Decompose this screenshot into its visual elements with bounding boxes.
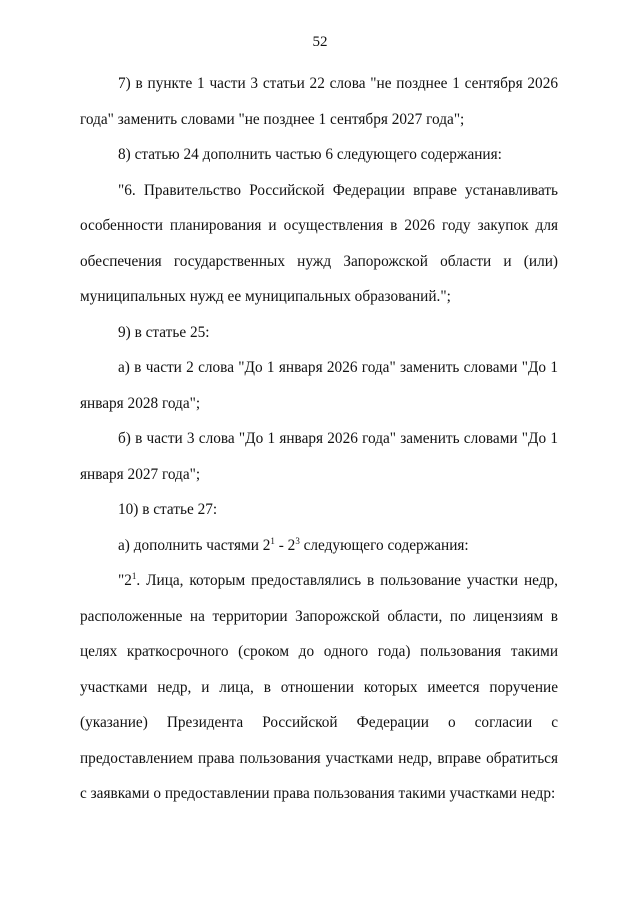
paragraph-item-9: 9) в статье 25: [118,323,210,341]
paragraph-item-10a [80,528,558,564]
superscript: 1 [270,535,275,546]
page-number: 52 [312,34,328,50]
paragraph-text: "2 [118,572,132,589]
paragraph-part-2-1 [80,563,558,812]
superscript: 3 [295,535,300,546]
paragraph-item-9b: б) в части 3 слова "До 1 января 2026 года" заменить словами "До 1 января 2027 года"; [80,430,558,483]
paragraph-text: а) дополнить частями 2 [118,536,271,554]
superscript: 1 [131,570,137,581]
document-body [80,66,558,812]
paragraph-item-8: 8) статью 24 дополнить частью 6 следующего содержания: [118,146,502,163]
paragraph-item-7: 7) в пункте 1 части 3 статьи 22 слова "не позднее 1 сентября 2026 года" заменить словами "не позднее 1 сентября 2027 года"; [80,75,558,128]
paragraph-text: . Лица, которым предоставлялись в пользование участки недр, расположенные на территории Запорожской области, по лицензиям в целях краткосрочного (сроком до одного года) пользования такими участками недр, и лица, в отношении которых имеется поручение (указание) Президента Российской Федерации о согласии с предоставлением права пользования участками недр, вправе обратиться с заявками о предоставлении права пользования такими участками недр: [80,572,558,802]
paragraph-text: следующего содержания: [299,536,469,554]
paragraph-item-9a: а) в части 2 слова "До 1 января 2026 года" заменить словами "До 1 января 2028 года"; [80,359,558,412]
paragraph-item-10: 10) в статье 27: [118,501,218,518]
paragraph-text: - 2 [274,536,296,554]
paragraph-article-24-part-6: "6. Правительство Российской Федерации вправе устанавливать особенности планирования и осуществления в 2026 году закупок для обеспечения государственных нужд Запорожской области и (или) муниципальных нужд ее муниципальных образований."; [80,181,558,305]
